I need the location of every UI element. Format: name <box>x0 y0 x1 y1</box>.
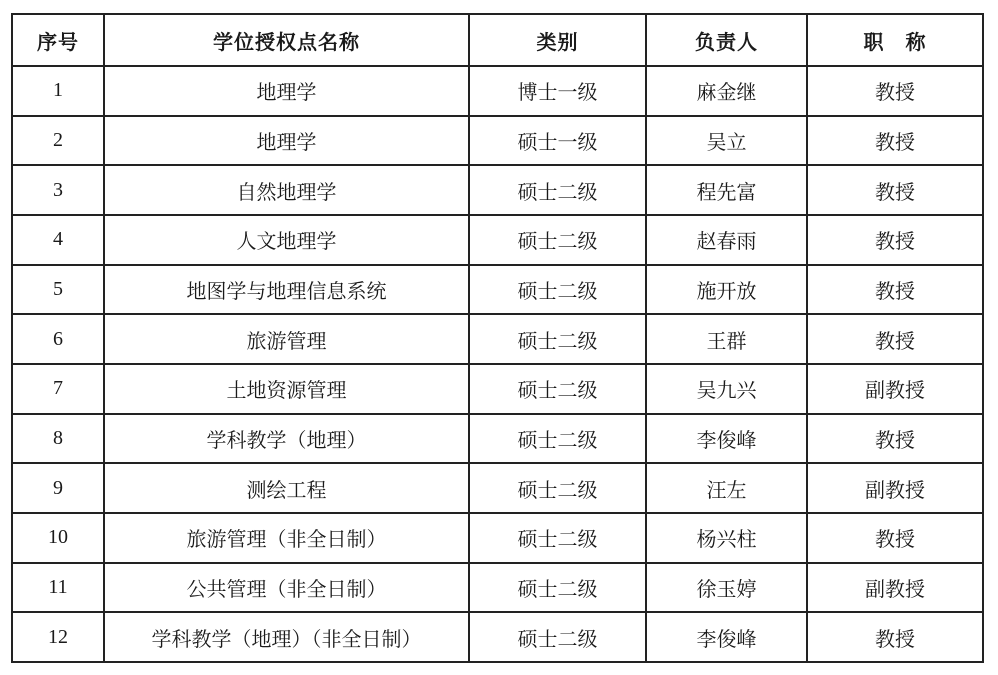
table-cell: 吴立 <box>646 116 807 166</box>
table-cell: 赵春雨 <box>646 215 807 265</box>
table-cell: 副教授 <box>807 563 983 613</box>
table-row <box>12 165 983 215</box>
table-cell: 自然地理学 <box>104 165 469 215</box>
table-cell: 3 <box>12 165 104 215</box>
table-row <box>12 66 983 116</box>
table-cell: 12 <box>12 612 104 662</box>
table-cell: 硕士一级 <box>469 116 646 166</box>
table-cell: 硕士二级 <box>469 215 646 265</box>
table-cell: 教授 <box>807 265 983 315</box>
table-cell: 地理学 <box>104 66 469 116</box>
table-cell: 王群 <box>646 314 807 364</box>
table-cell: 土地资源管理 <box>104 364 469 414</box>
table-cell: 教授 <box>807 66 983 116</box>
table-cell: 硕士二级 <box>469 513 646 563</box>
table-cell: 8 <box>12 414 104 464</box>
column-header-category: 类别 <box>469 14 646 66</box>
table-cell: 地图学与地理信息系统 <box>104 265 469 315</box>
table-cell: 副教授 <box>807 463 983 513</box>
table-cell: 学科教学（地理） <box>104 414 469 464</box>
table-cell: 教授 <box>807 414 983 464</box>
table-body <box>12 66 983 662</box>
table-cell: 教授 <box>807 215 983 265</box>
table-cell: 人文地理学 <box>104 215 469 265</box>
table-row <box>12 215 983 265</box>
table-cell: 施开放 <box>646 265 807 315</box>
table-cell: 硕士二级 <box>469 612 646 662</box>
table-cell: 5 <box>12 265 104 315</box>
table-cell: 硕士二级 <box>469 463 646 513</box>
table-cell: 旅游管理（非全日制） <box>104 513 469 563</box>
table-cell: 李俊峰 <box>646 414 807 464</box>
degree-authorization-table <box>11 13 984 663</box>
table-row <box>12 364 983 414</box>
table-cell: 硕士二级 <box>469 364 646 414</box>
table-cell: 程先富 <box>646 165 807 215</box>
table-row <box>12 612 983 662</box>
table-cell: 6 <box>12 314 104 364</box>
table-row <box>12 265 983 315</box>
table-cell: 1 <box>12 66 104 116</box>
column-header-title: 职 称 <box>807 14 983 66</box>
table-cell: 杨兴柱 <box>646 513 807 563</box>
table-cell: 硕士二级 <box>469 563 646 613</box>
table-cell: 9 <box>12 463 104 513</box>
table-cell: 地理学 <box>104 116 469 166</box>
table-row <box>12 116 983 166</box>
table-row <box>12 563 983 613</box>
table-cell: 徐玉婷 <box>646 563 807 613</box>
table-header <box>12 14 983 66</box>
table-cell: 硕士二级 <box>469 265 646 315</box>
table-cell: 公共管理（非全日制） <box>104 563 469 613</box>
table-cell: 硕士二级 <box>469 314 646 364</box>
table-cell: 测绘工程 <box>104 463 469 513</box>
table-cell: 硕士二级 <box>469 414 646 464</box>
table-cell: 教授 <box>807 612 983 662</box>
table-cell: 李俊峰 <box>646 612 807 662</box>
table-cell: 博士一级 <box>469 66 646 116</box>
table-row <box>12 513 983 563</box>
table-cell: 7 <box>12 364 104 414</box>
table-cell: 教授 <box>807 513 983 563</box>
table-row <box>12 463 983 513</box>
table-row <box>12 414 983 464</box>
table-cell: 10 <box>12 513 104 563</box>
column-header-index: 序号 <box>12 14 104 66</box>
table-cell: 副教授 <box>807 364 983 414</box>
table-header-row <box>12 14 983 66</box>
degree-table-container <box>11 13 982 663</box>
table-cell: 2 <box>12 116 104 166</box>
table-cell: 教授 <box>807 116 983 166</box>
column-header-name: 学位授权点名称 <box>104 14 469 66</box>
table-cell: 教授 <box>807 165 983 215</box>
table-cell: 旅游管理 <box>104 314 469 364</box>
table-cell: 硕士二级 <box>469 165 646 215</box>
table-cell: 吴九兴 <box>646 364 807 414</box>
table-row <box>12 314 983 364</box>
table-cell: 学科教学（地理）（非全日制） <box>104 612 469 662</box>
column-header-leader: 负责人 <box>646 14 807 66</box>
table-cell: 4 <box>12 215 104 265</box>
table-cell: 汪左 <box>646 463 807 513</box>
table-cell: 麻金继 <box>646 66 807 116</box>
table-cell: 教授 <box>807 314 983 364</box>
table-cell: 11 <box>12 563 104 613</box>
